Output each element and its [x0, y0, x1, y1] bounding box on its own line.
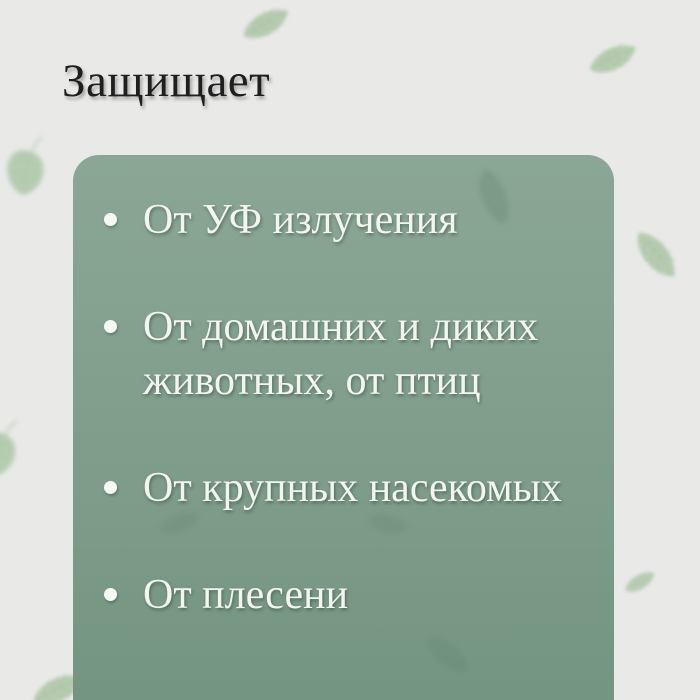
bullet-dot-icon — [104, 481, 117, 494]
leaf-icon — [619, 563, 661, 600]
list-item — [73, 461, 566, 515]
leaf-icon — [416, 624, 481, 686]
leaf-icon — [0, 413, 28, 483]
protection-list — [73, 155, 614, 622]
list-item — [73, 300, 566, 408]
list-item — [73, 568, 566, 622]
list-item — [73, 193, 566, 247]
bullet-dot-icon — [104, 588, 117, 601]
list-item-label: От домашних и диких животных, от птиц — [143, 304, 539, 404]
bullet-dot-icon — [104, 320, 117, 333]
leaf-icon — [234, 0, 298, 52]
list-item-label: От крупных насекомых — [143, 465, 562, 511]
info-card — [73, 155, 614, 700]
bullet-dot-icon — [104, 213, 117, 226]
list-item-label: От УФ излучения — [143, 197, 458, 243]
leaf-icon — [623, 220, 690, 291]
list-item-label: От плесени — [143, 572, 349, 618]
leaf-icon — [1, 133, 53, 199]
page-title: Защищает — [62, 55, 271, 107]
leaf-icon — [581, 32, 644, 86]
